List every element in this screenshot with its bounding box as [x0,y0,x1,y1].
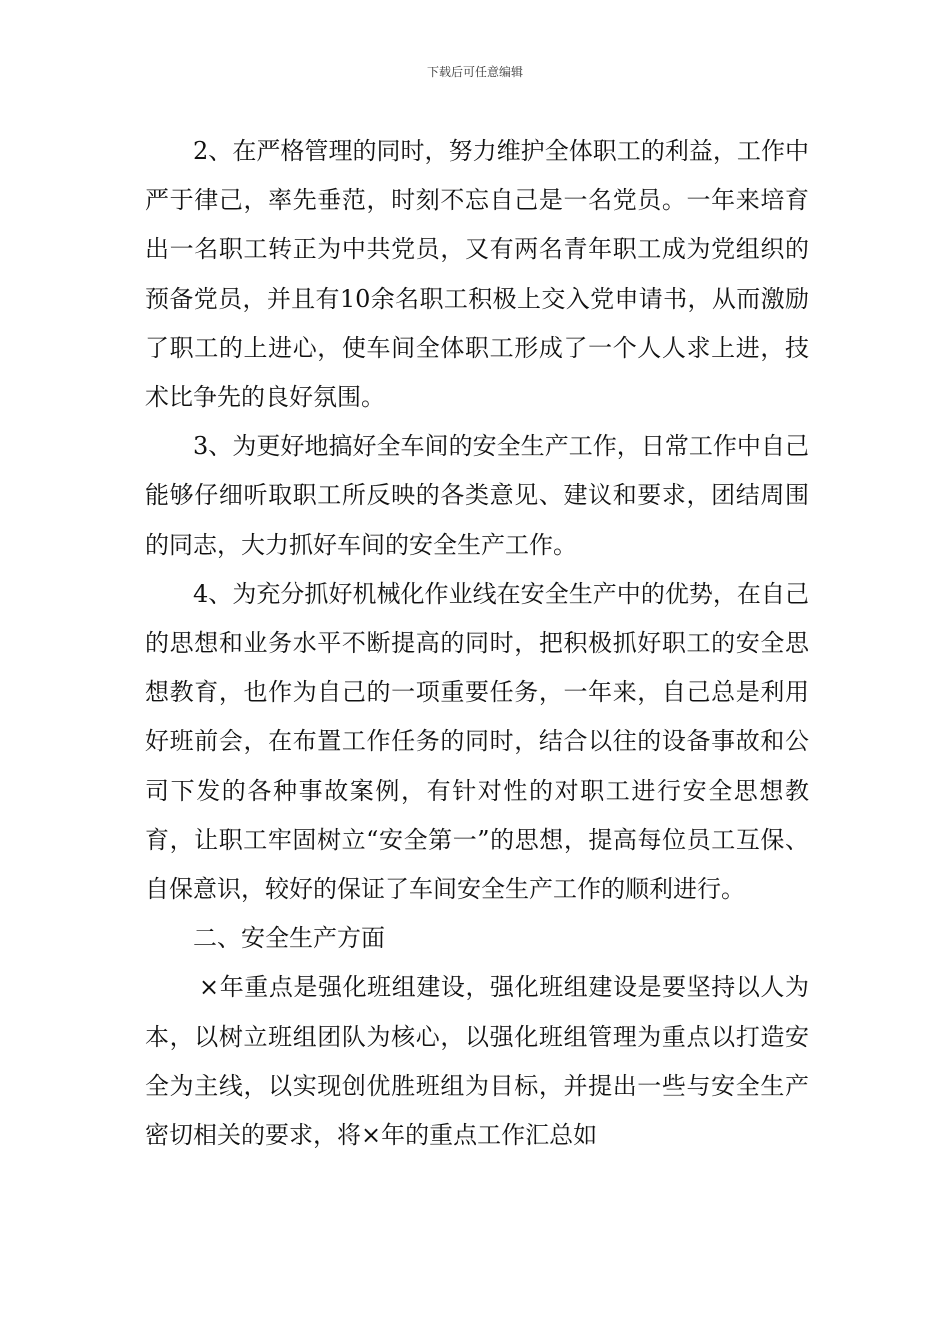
section-heading-safety: 二、安全生产方面 [193,924,385,953]
paragraph-item-4: 4、为充分抓好机械化作业线在安全生产中的优势，在自己的思想和业务水平不断提高的同时，把积极抓好职工的安全思想教育，也作为自己的一项重要任务，一年来，自己总是利用好班前会，在布置工作任务的同时，结合以往的设备事故和公司下发的各种事故案例，有针对性的对职工进行安全思想教育，让职工牢固树立“安全第一”的思想，提高每位员工互保、自保意识，较好的保证了车间安全生产工作的顺利进行。 [145,579,809,904]
page-header-note: 下载后可任意编辑 [426,65,523,79]
paragraph-item-2: 2、在严格管理的同时，努力维护全体职工的利益，工作中严于律己，率先垂范，时刻不忘自己是一名党员。一年来培育出一名职工转正为中共党员，又有两名青年职工成为党组织的预备党员，并且有10余名职工积极上交入党申请书，从而激励了职工的上进心，使车间全体职工形成了一个人人求上进，技术比争先的良好氛围。 [145,137,809,412]
paragraph-safety-intro: ×年重点是强化班组建设，强化班组建设是要坚持以人为本，以树立班组团队为核心，以强化班组管理为重点以打造安全为主线，以实现创优胜班组为目标，并提出一些与安全生产密切相关的要求，将×年的重点工作汇总如 [145,973,809,1150]
paragraph-item-3: 3、为更好地搞好全车间的安全生产工作，日常工作中自己能够仔细听取职工所反映的各类意见、建议和要求，团结周围的同志，大力抓好车间的安全生产工作。 [145,432,809,559]
document-body [145,127,809,1160]
